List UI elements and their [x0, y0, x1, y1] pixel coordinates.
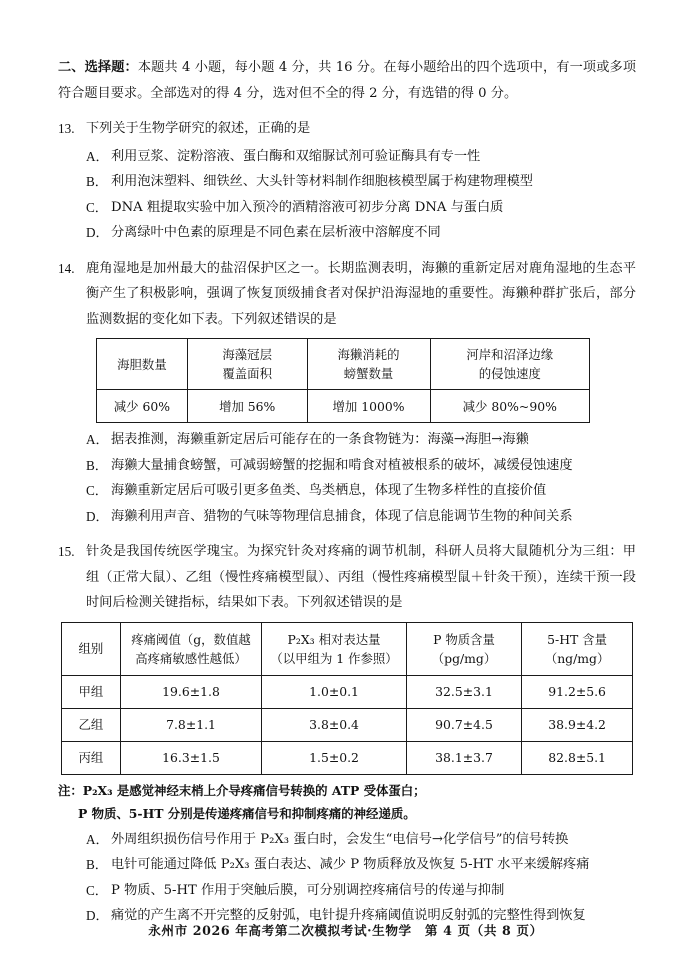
option-letter: C． [86, 882, 108, 898]
table-row [62, 675, 633, 708]
option-row[interactable] [58, 827, 636, 853]
option-letter: D． [86, 908, 109, 923]
table-cell: 19.6±1.8 [120, 675, 262, 708]
option-letter: B． [86, 857, 108, 872]
table-cell: 丙组 [62, 741, 121, 774]
table-cell: 增加 56% [187, 390, 307, 423]
header-line-1: P₂X₃ 相对表达量 [287, 631, 381, 647]
acupuncture-data-table [61, 622, 633, 775]
header-line-2: 螃蟹数量 [343, 366, 394, 381]
option-row[interactable] [58, 169, 636, 195]
table-cell: 7.8±1.1 [120, 708, 262, 741]
option-row[interactable] [58, 220, 636, 246]
monitoring-data-table [96, 338, 590, 423]
table-cell: 82.8±5.1 [522, 741, 633, 774]
table-cell: 增加 1000% [307, 390, 430, 423]
table-cell: 91.2±5.6 [522, 675, 633, 708]
option-text: P 物质、5-HT 作用于突触后膜，可分别调控疼痛信号的传递与抑制 [111, 882, 505, 898]
table-cell: 乙组 [62, 708, 121, 741]
header-line-2: 的侵蚀速度 [478, 366, 541, 381]
table-1-wrapper [96, 338, 636, 423]
table-header-cell [406, 622, 521, 675]
option-letter: A． [86, 148, 109, 164]
section-instructions: 本题共 4 小题，每小题 4 分，共 16 分。在每小题给出的四个选项中，有一项或多项符合题目要求。全部选对的得 4 分，选对但不全的得 2 分，有选错的得 0 分。 [58, 60, 637, 101]
table-cell: 1.5±0.2 [262, 741, 407, 774]
header-line-2: 高疼痛敏感性越低） [135, 650, 247, 666]
table-header-cell [262, 622, 407, 675]
header-line-2: 覆盖面积 [222, 366, 272, 381]
option-text: 利用豆浆、淀粉溶液、蛋白酶和双缩脲试剂可验证酶具有专一性 [111, 148, 481, 164]
note-line-2: P 物质、5-HT 分别是传递疼痛信号和抑制疼痛的神经递质。 [78, 805, 416, 821]
question-13-options [58, 144, 636, 246]
table-row [97, 390, 590, 423]
question-13-stem-row [58, 116, 636, 142]
question-13-number: 13. [58, 121, 75, 136]
option-text: 海獭大量捕食螃蟹，可减弱螃蟹的挖掘和啃食对植被根系的破坏，减缓侵蚀速度 [111, 457, 573, 473]
table-cell: 3.8±0.4 [262, 708, 407, 741]
question-13-stem: 下列关于生物学研究的叙述，正确的是 [86, 121, 311, 136]
header-line-1: 海胆数量 [117, 356, 167, 372]
option-letter: C． [86, 483, 108, 498]
section-label: 二、选择题： [58, 60, 138, 75]
option-row[interactable] [58, 453, 636, 479]
question-13 [58, 116, 636, 246]
table-cell: 1.0±0.1 [262, 675, 407, 708]
table-cell: 32.5±3.1 [406, 675, 521, 708]
option-row[interactable] [58, 852, 636, 878]
table-header-cell [97, 339, 188, 390]
option-text: 分离绿叶中色素的原理是不同色素在层析液中溶解度不同 [111, 225, 441, 240]
option-text: 电针可能通过降低 P₂X₃ 蛋白表达、减少 P 物质释放及恢复 5-HT 水平来缓解疼痛 [111, 857, 590, 872]
header-line-1: 海獭消耗的 [337, 347, 400, 362]
table-cell: 减少 60% [97, 390, 188, 423]
page-content [58, 55, 636, 929]
header-line-1: 5-HT 含量 [547, 631, 608, 647]
page-footer: 永州市 2026 年高考第二次模拟考试·生物学 第 4 页（共 8 页） [148, 923, 543, 938]
option-text: 据表推测，海獭重新定居后可能存在的一条食物链为：海藻→海胆→海獭 [111, 432, 529, 447]
header-line-2: （pg/mg） [431, 650, 497, 666]
table-cell: 减少 80%~90% [430, 390, 589, 423]
table-header-cell [307, 339, 430, 390]
table-row [62, 708, 633, 741]
option-text: DNA 粗提取实验中加入预冷的酒精溶液可初步分离 DNA 与蛋白质 [111, 199, 504, 215]
table-header-cell [62, 622, 121, 675]
table-cell: 38.9±4.2 [522, 708, 633, 741]
question-15 [58, 539, 636, 929]
question-15-stem-row [58, 539, 636, 616]
header-line-1: 河岸和沼泽边缘 [466, 347, 554, 362]
question-14 [58, 256, 636, 530]
question-14-stem-row [58, 256, 636, 333]
table-cell: 90.7±4.5 [406, 708, 521, 741]
header-line-2: （ng/mg） [544, 650, 610, 666]
header-line-1: 海藻冠层 [222, 347, 272, 362]
option-letter: D． [86, 508, 109, 524]
option-row[interactable] [58, 478, 636, 504]
table-header-cell [430, 339, 589, 390]
option-row[interactable] [58, 144, 636, 170]
header-line-1: 组别 [78, 641, 104, 656]
header-line-1: 疼痛阈值（g，数值越 [131, 631, 251, 647]
option-letter: A． [86, 432, 109, 447]
question-15-stem: 针灸是我国传统医学瑰宝。为探究针灸对疼痛的调节机制，科研人员将大鼠随机分为三组：甲组（正常大鼠）、乙组（慢性疼痛模型鼠）、丙组（慢性疼痛模型鼠＋针灸干预），连续干预一段时间后检测关键指标，结果如下表。下列叙述错误的是 [86, 544, 636, 610]
table-header-row [62, 622, 633, 675]
option-row[interactable] [58, 504, 636, 530]
table-header-cell [120, 622, 262, 675]
table-row [62, 741, 633, 774]
table-cell: 甲组 [62, 675, 121, 708]
header-line-1: P 物质含量 [433, 631, 495, 647]
option-text: 外周组织损伤信号作用于 P₂X₃ 蛋白时，会发生“电信号→化学信号”的信号转换 [111, 831, 569, 847]
question-14-options [58, 427, 636, 529]
table-cell: 16.3±1.5 [120, 741, 262, 774]
question-15-number: 15. [58, 544, 75, 559]
option-text: 利用泡沫塑料、细铁丝、大头针等材料制作细胞核模型属于构建物理模型 [111, 174, 533, 189]
option-letter: A． [86, 831, 109, 847]
section-heading [58, 55, 636, 106]
note-line-1: 注：P₂X₃ 是感觉神经末梢上介导疼痛信号转换的 ATP 受体蛋白； [58, 782, 426, 798]
table-2-wrapper [61, 622, 636, 775]
option-letter: D． [86, 225, 109, 240]
header-line-2: （以甲组为 1 作参照） [270, 650, 398, 666]
table-header-row [97, 339, 590, 390]
option-letter: B． [86, 457, 108, 473]
option-text: 海獭重新定居后可吸引更多鱼类、鸟类栖息，体现了生物多样性的直接价值 [111, 483, 547, 498]
question-14-number: 14. [58, 260, 75, 276]
option-letter: C． [86, 199, 108, 215]
table-header-cell [187, 339, 307, 390]
option-row[interactable] [58, 195, 636, 221]
question-15-options [58, 827, 636, 929]
option-text: 痛觉的产生离不开完整的反射弧，电针提升疼痛阈值说明反射弧的完整性得到恢复 [111, 908, 586, 923]
option-row[interactable] [58, 878, 636, 904]
option-text: 海獭利用声音、猎物的气味等物理信息捕食，体现了信息能调节生物的种间关系 [111, 508, 573, 524]
table-cell: 38.1±3.7 [406, 741, 521, 774]
table-note [58, 779, 636, 825]
option-letter: B． [86, 174, 108, 189]
option-row[interactable] [58, 427, 636, 453]
question-14-stem: 鹿角湿地是加州最大的盐沼保护区之一。长期监测表明，海獭的重新定居对鹿角湿地的生态平衡产生了积极影响，强调了恢复顶级捕食者对保护沿海湿地的重要性。海獭种群扩张后，部分监测数据的变化如下表。下列叙述错误的是 [86, 260, 636, 327]
table-header-cell [522, 622, 633, 675]
